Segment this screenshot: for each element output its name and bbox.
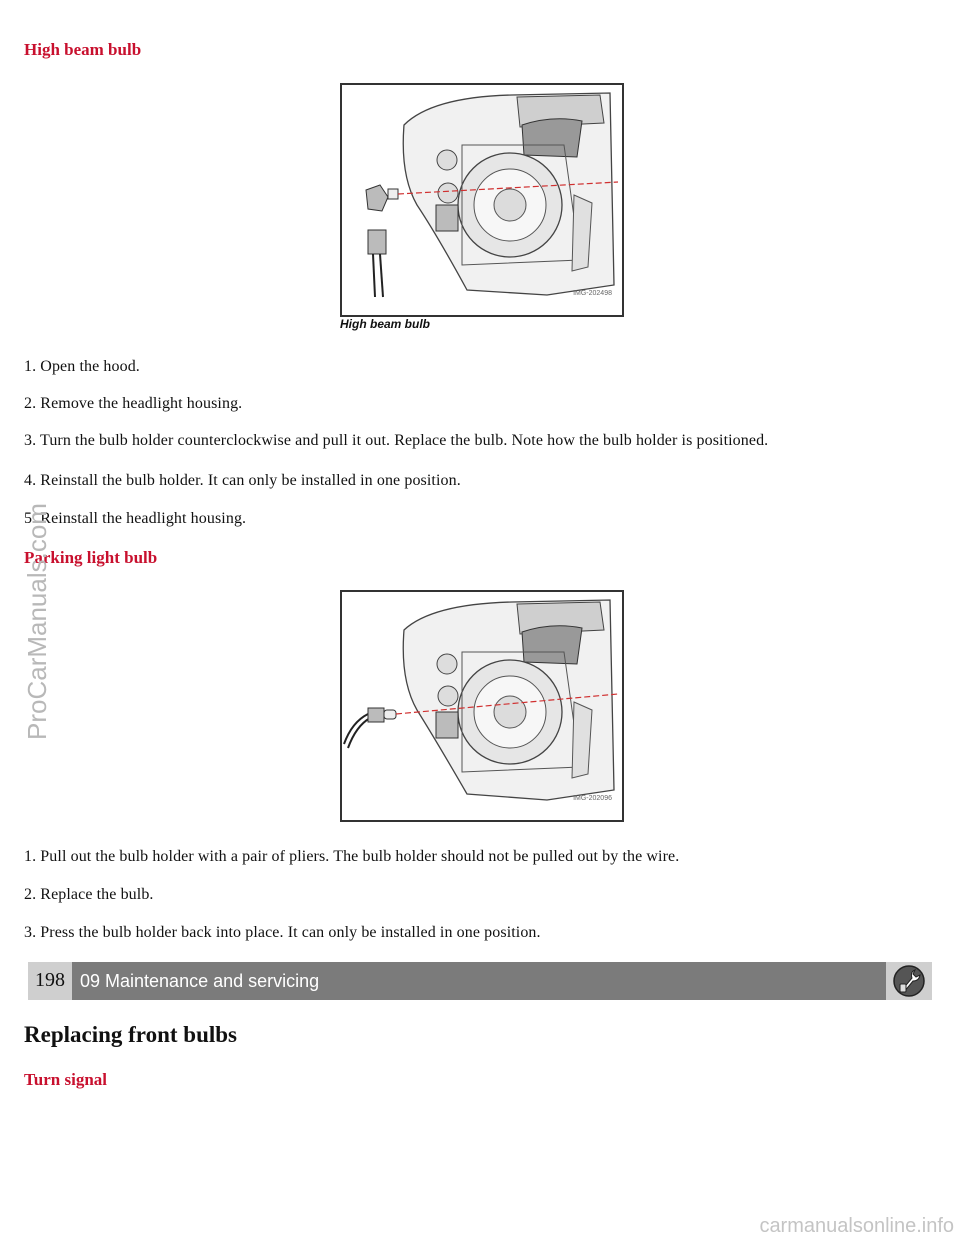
step-4: 4. Reinstall the bulb holder. It can only be installed in one position. bbox=[24, 472, 461, 489]
parking-light-illustration bbox=[340, 590, 624, 822]
high-beam-illustration bbox=[340, 83, 624, 317]
main-heading: Replacing front bulbs bbox=[24, 1022, 238, 1047]
headlight-diagram-1 bbox=[342, 85, 622, 315]
chapter-title: 09 Maintenance and servicing bbox=[80, 970, 320, 991]
section-heading-turn-signal: Turn signal bbox=[24, 1070, 107, 1089]
section-heading-parking-light: Parking light bulb bbox=[24, 548, 158, 567]
figure-code: IMG-202498 bbox=[573, 290, 612, 297]
step-1: 1. Pull out the bulb holder with a pair of pliers. The bulb holder should not be pulled out by the wire. bbox=[24, 848, 680, 865]
step-3: 3. Turn the bulb holder counterclockwise and pull it out. Replace the bulb. Note how the bulb holder is positioned. bbox=[24, 432, 769, 449]
step-2: 2. Remove the headlight housing. bbox=[24, 395, 243, 412]
page-footer-bar bbox=[28, 962, 932, 1000]
bottom-watermark: carmanualsonline.info bbox=[759, 1215, 954, 1237]
figure-code: IMG-202096 bbox=[573, 795, 612, 802]
side-watermark: ProCarManuals.com bbox=[22, 503, 52, 740]
step-5: 5. Reinstall the headlight housing. bbox=[24, 510, 247, 527]
step-2: 2. Replace the bulb. bbox=[24, 886, 154, 903]
page-number: 198 bbox=[28, 962, 72, 1000]
headlight-diagram-2 bbox=[342, 592, 622, 820]
step-3: 3. Press the bulb holder back into place. It can only be installed in one position. bbox=[24, 924, 541, 941]
section-heading-high-beam: High beam bulb bbox=[24, 40, 142, 59]
wrench-tool-icon bbox=[892, 964, 926, 998]
chapter-icon-box bbox=[886, 962, 932, 1000]
figure-caption: High beam bulb bbox=[340, 317, 430, 331]
step-1: 1. Open the hood. bbox=[24, 358, 140, 375]
